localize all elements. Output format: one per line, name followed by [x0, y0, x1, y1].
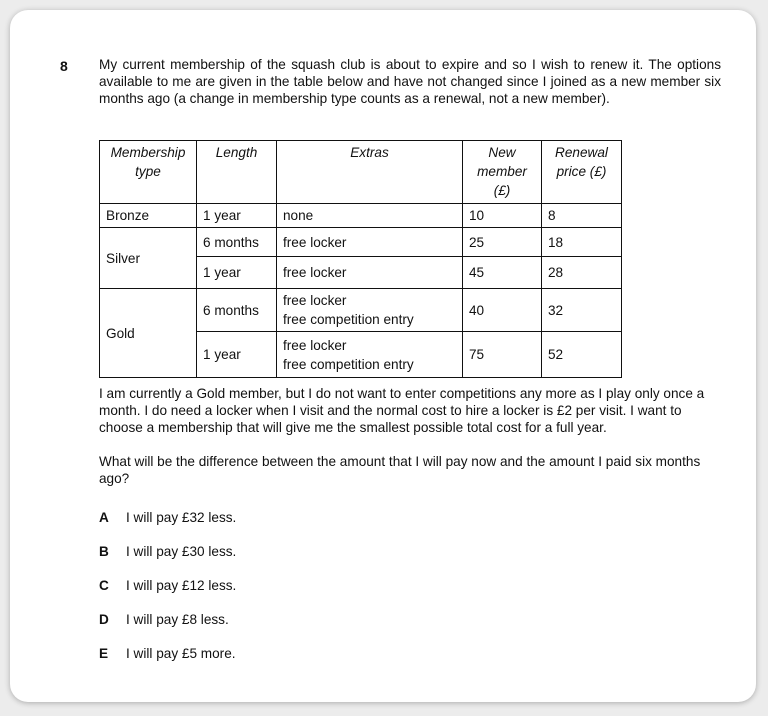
- extras-line: free locker: [283, 293, 347, 308]
- header-renewal-price: Renewal price (£): [542, 141, 622, 204]
- header-length: Length: [197, 141, 277, 204]
- cell-new: 75: [463, 332, 542, 378]
- table-row: [100, 204, 622, 228]
- cell-length: 1 year: [197, 332, 277, 378]
- question-intro: My current membership of the squash club is about to expire and so I wish to renew it. The options available to me are given in the table below and have not changed since I joined as a new member six months ago (a change in membership type counts as a renewal, not a new member).: [99, 57, 721, 106]
- cell-extras: [277, 332, 463, 378]
- option-text: I will pay £5 more.: [126, 646, 236, 661]
- cell-renewal: 32: [542, 289, 622, 332]
- extras-line: free locker: [283, 337, 347, 353]
- extras-line: free competition entry: [283, 356, 414, 372]
- option-e[interactable]: [99, 646, 236, 661]
- cell-renewal: 28: [542, 257, 622, 289]
- cell-length: 1 year: [197, 257, 277, 289]
- cell-type: Bronze: [100, 204, 197, 228]
- header-extras: Extras: [277, 141, 463, 204]
- option-text: I will pay £32 less.: [126, 510, 237, 525]
- cell-extras: free locker: [277, 257, 463, 289]
- option-letter: D: [99, 612, 109, 627]
- cell-type: Silver: [100, 228, 197, 289]
- header-membership-type: Membership type: [100, 141, 197, 204]
- cell-new: 40: [463, 289, 542, 332]
- cell-renewal: 8: [542, 204, 622, 228]
- cell-renewal: 18: [542, 228, 622, 257]
- option-text: I will pay £12 less.: [126, 578, 237, 593]
- question-number: 8: [60, 58, 68, 74]
- cell-extras: none: [277, 204, 463, 228]
- cell-length: 1 year: [197, 204, 277, 228]
- option-letter: B: [99, 544, 109, 559]
- option-b[interactable]: [99, 544, 236, 559]
- option-letter: A: [99, 510, 109, 525]
- cell-extras: [277, 289, 463, 332]
- question-context: I am currently a Gold member, but I do not want to enter competitions any more as I play only once a month. I do need a locker when I visit and the normal cost to hire a locker is £2 per visit. I want to choose a membership that will give me the smallest possible total cost for a full year.: [99, 386, 705, 435]
- cell-extras: free locker: [277, 228, 463, 257]
- cell-type: Gold: [100, 289, 197, 378]
- question-card: [10, 10, 756, 702]
- option-text: I will pay £8 less.: [126, 612, 229, 627]
- option-a[interactable]: [99, 510, 236, 525]
- table-header-row: [100, 141, 622, 204]
- membership-table: [99, 140, 622, 378]
- option-text: I will pay £30 less.: [126, 544, 237, 559]
- header-new-member: New member (£): [463, 141, 542, 204]
- table-row: [100, 289, 622, 332]
- cell-length: 6 months: [197, 289, 277, 332]
- option-letter: C: [99, 578, 109, 593]
- cell-renewal: 52: [542, 332, 622, 378]
- cell-new: 10: [463, 204, 542, 228]
- option-c[interactable]: [99, 578, 236, 593]
- extras-line: free competition entry: [283, 312, 414, 327]
- option-letter: E: [99, 646, 109, 661]
- question-prompt: What will be the difference between the amount that I will pay now and the amount I paid six months ago?: [99, 454, 701, 486]
- option-d[interactable]: [99, 612, 229, 627]
- cell-new: 25: [463, 228, 542, 257]
- table-row: [100, 228, 622, 257]
- cell-new: 45: [463, 257, 542, 289]
- cell-length: 6 months: [197, 228, 277, 257]
